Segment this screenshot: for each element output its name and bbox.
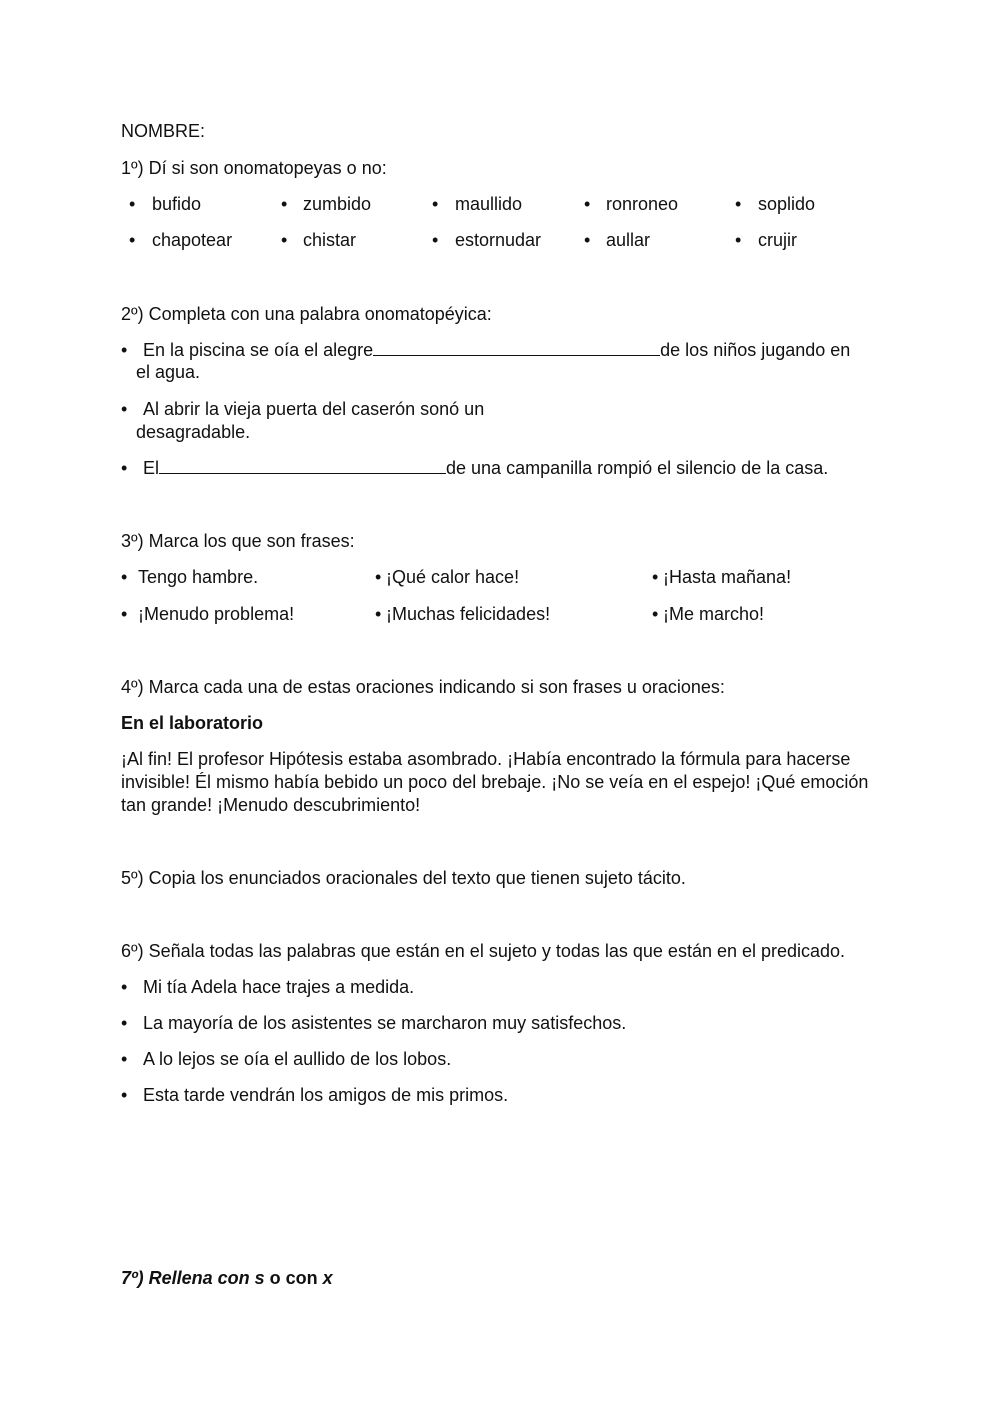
- bullet: •: [121, 340, 128, 360]
- q2-s2-line2: desagradable.: [136, 422, 251, 442]
- q2-s1-cont: el agua.: [136, 362, 201, 382]
- q6-item[interactable]: A lo lejos se oía el aullido de los lobos.: [143, 1049, 452, 1069]
- bullet: •: [432, 194, 439, 214]
- bullet: •: [735, 230, 742, 250]
- q1-title: 1º) Dí si son onomatopeyas o no:: [121, 158, 387, 178]
- q3-title: 3º) Marca los que son frases:: [121, 531, 355, 551]
- q1-word: soplido: [758, 194, 816, 214]
- q1-word: chapotear: [152, 230, 233, 250]
- q6-item[interactable]: La mayoría de los asistentes se marcharon muy satisfechos.: [143, 1013, 627, 1033]
- q3-item[interactable]: Tengo hambre.: [138, 567, 259, 587]
- bullet: •: [121, 458, 128, 478]
- q2-sentence-1: [143, 339, 850, 361]
- q7-title-post: x: [322, 1268, 333, 1288]
- q7-title-mid: o con: [264, 1268, 323, 1288]
- q1-word: maullido: [455, 194, 523, 214]
- q1-word: ronroneo: [606, 194, 679, 214]
- q4-subtitle: En el laboratorio: [121, 713, 264, 733]
- q3-item[interactable]: ¡Me marcho!: [663, 604, 765, 624]
- q4-title: 4º) Marca cada una de estas oraciones indicando si son frases u oraciones:: [121, 677, 725, 697]
- q4-text-line1: ¡Al fin! El profesor Hipótesis estaba asombrado. ¡Había encontrado la fórmula para hacerse: [121, 749, 851, 769]
- bullet: •: [121, 604, 128, 624]
- bullet: •: [129, 230, 136, 250]
- answer-blank[interactable]: [159, 457, 446, 474]
- q3-item[interactable]: ¡Hasta mañana!: [663, 567, 792, 587]
- q2-s3-post: de una campanilla rompió el silencio de la casa.: [446, 458, 829, 478]
- bullet: •: [584, 230, 591, 250]
- bullet: •: [121, 399, 128, 419]
- q4-text-line2: invisible! Él mismo había bebido un poco del brebaje. ¡No se veía en el espejo! ¡Qué emoción: [121, 772, 869, 792]
- q5-title: 5º) Copia los enunciados oracionales del texto que tienen sujeto tácito.: [121, 868, 686, 888]
- q2-s3-pre: El: [143, 458, 160, 478]
- q3-item[interactable]: ¡Qué calor hace!: [386, 567, 520, 587]
- q2-sentence-3: [143, 457, 828, 479]
- q7-title: [121, 1267, 333, 1289]
- bullet: •: [652, 604, 659, 624]
- bullet: •: [121, 1013, 128, 1033]
- q3-item[interactable]: ¡Muchas felicidades!: [386, 604, 551, 624]
- bullet: •: [375, 567, 382, 587]
- q1-word: bufido: [152, 194, 202, 214]
- bullet: •: [584, 194, 591, 214]
- q1-word: zumbido: [303, 194, 372, 214]
- bullet: •: [432, 230, 439, 250]
- answer-blank[interactable]: [373, 339, 660, 356]
- q2-s2-line1: Al abrir la vieja puerta del caserón sonó un: [143, 399, 485, 419]
- q1-word: crujir: [758, 230, 797, 250]
- q1-word: aullar: [606, 230, 651, 250]
- q7-title-pre: 7º) Rellena con s: [121, 1268, 265, 1288]
- bullet: •: [121, 1049, 128, 1069]
- q2-title: 2º) Completa con una palabra onomatopéyica:: [121, 304, 492, 324]
- name-label: NOMBRE:: [121, 121, 206, 141]
- bullet: •: [129, 194, 136, 214]
- bullet: •: [735, 194, 742, 214]
- bullet: •: [281, 194, 288, 214]
- bullet: •: [121, 567, 128, 587]
- bullet: •: [121, 977, 128, 997]
- q1-word: estornudar: [455, 230, 542, 250]
- q2-s1-pre: En la piscina se oía el alegre: [143, 340, 374, 360]
- q6-title: 6º) Señala todas las palabras que están en el sujeto y todas las que están en el predicado.: [121, 941, 846, 961]
- bullet: •: [281, 230, 288, 250]
- bullet: •: [652, 567, 659, 587]
- q6-item[interactable]: Mi tía Adela hace trajes a medida.: [143, 977, 415, 997]
- bullet: •: [121, 1085, 128, 1105]
- q1-word: chistar: [303, 230, 357, 250]
- q3-item[interactable]: ¡Menudo problema!: [138, 604, 295, 624]
- bullet: •: [375, 604, 382, 624]
- q2-s1-post: de los niños jugando en: [660, 340, 851, 360]
- q6-item[interactable]: Esta tarde vendrán los amigos de mis primos.: [143, 1085, 509, 1105]
- q4-text-line3: tan grande! ¡Menudo descubrimiento!: [121, 795, 421, 815]
